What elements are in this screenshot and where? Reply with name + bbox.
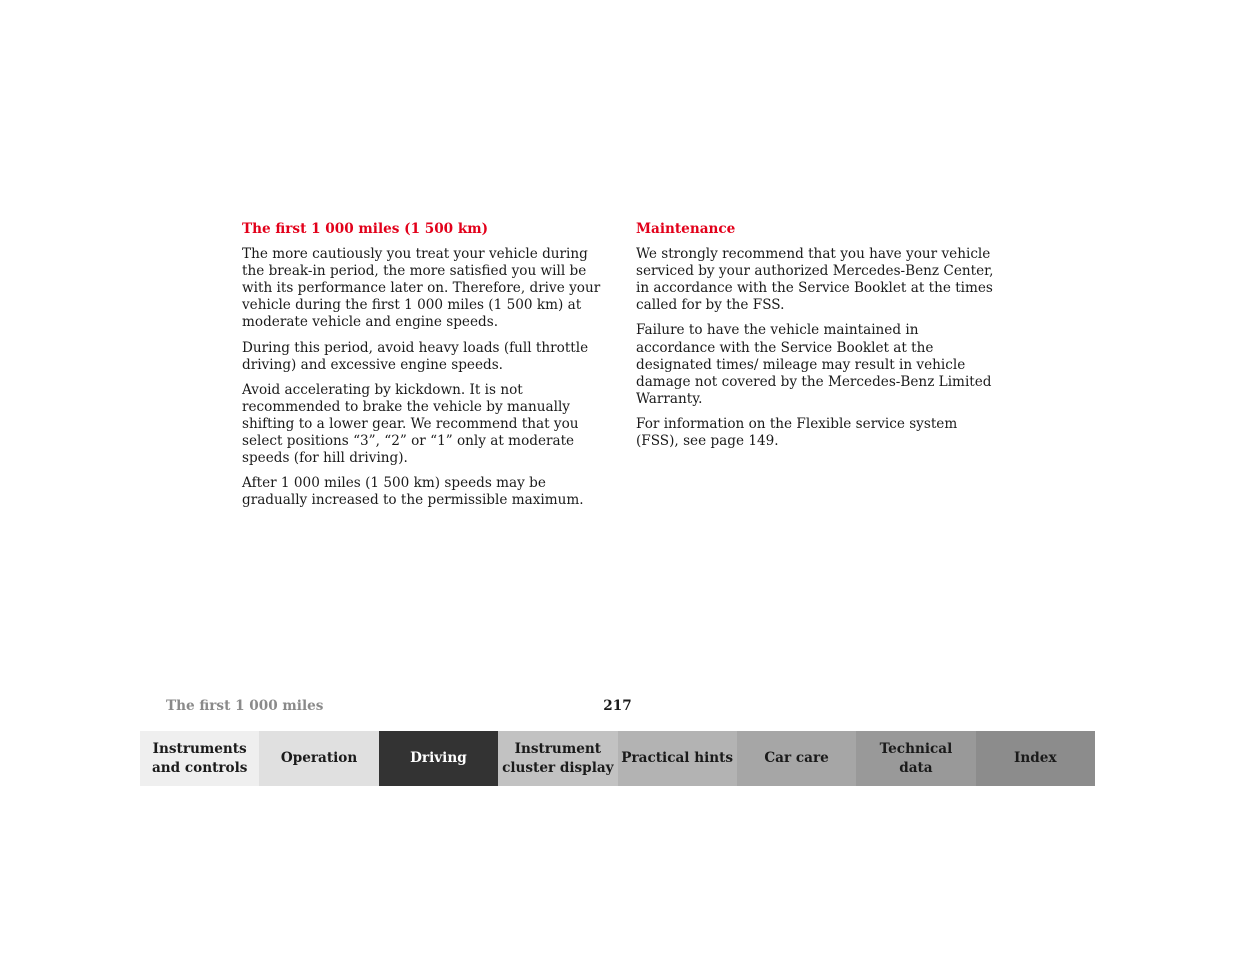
paragraph: Failure to have the vehicle maintained in accordance with the Service Booklet at the designated times/ mileage may result in vehicle damage not covered by the Mercedes-Benz Limited Warranty. [636,322,992,407]
paragraph: During this period, avoid heavy loads (full throttle driving) and excessive engine speeds. [242,339,589,373]
paragraph: Avoid accelerating by kickdown. It is not recommended to brake the vehicle by manually shifting to a lower gear. We recommend that you select positions “3”, “2” or “1” only at moderate speeds (for hill driving). [242,381,579,467]
page-number: 217 [603,698,632,714]
section-heading-maintenance: Maintenance [636,221,736,237]
nav-tab-instruments-and-controls[interactable]: Instruments and controls [140,731,259,786]
nav-tab-index[interactable]: Index [976,731,1095,786]
nav-tab-driving[interactable]: Driving [379,731,498,786]
left-column [242,221,602,517]
nav-tab-operation[interactable]: Operation [259,731,378,786]
paragraph: For information on the Flexible service system (FSS), see page 149. [636,415,958,450]
section-heading-first-miles: The first 1 000 miles (1 500 km) [242,221,489,237]
paragraph: After 1 000 miles (1 500 km) speeds may be gradually increased to the permissible maximum. [242,475,584,509]
paragraph: The more cautiously you treat your vehicle during the break-in period, the more satisfied you will be with its performance later on. Therefore, drive your vehicle during the first 1 000 miles (1 500 km) at moderate vehicle and engine speeds. [242,246,601,331]
nav-tab-car-care[interactable]: Car care [737,731,856,786]
paragraph: We strongly recommend that you have your vehicle serviced by your authorized Mercedes-Benz Center, in accordance with the Service Booklet at the times called for by the FSS. [636,246,994,314]
right-column [636,221,996,458]
chapter-nav-bar [140,731,1095,786]
nav-tab-technical-data[interactable]: Technical data [856,731,975,786]
nav-tab-instrument-cluster-display[interactable]: Instrument cluster display [498,731,617,786]
footer-section-title: The first 1 000 miles [166,698,324,714]
nav-tab-practical-hints[interactable]: Practical hints [618,731,737,786]
